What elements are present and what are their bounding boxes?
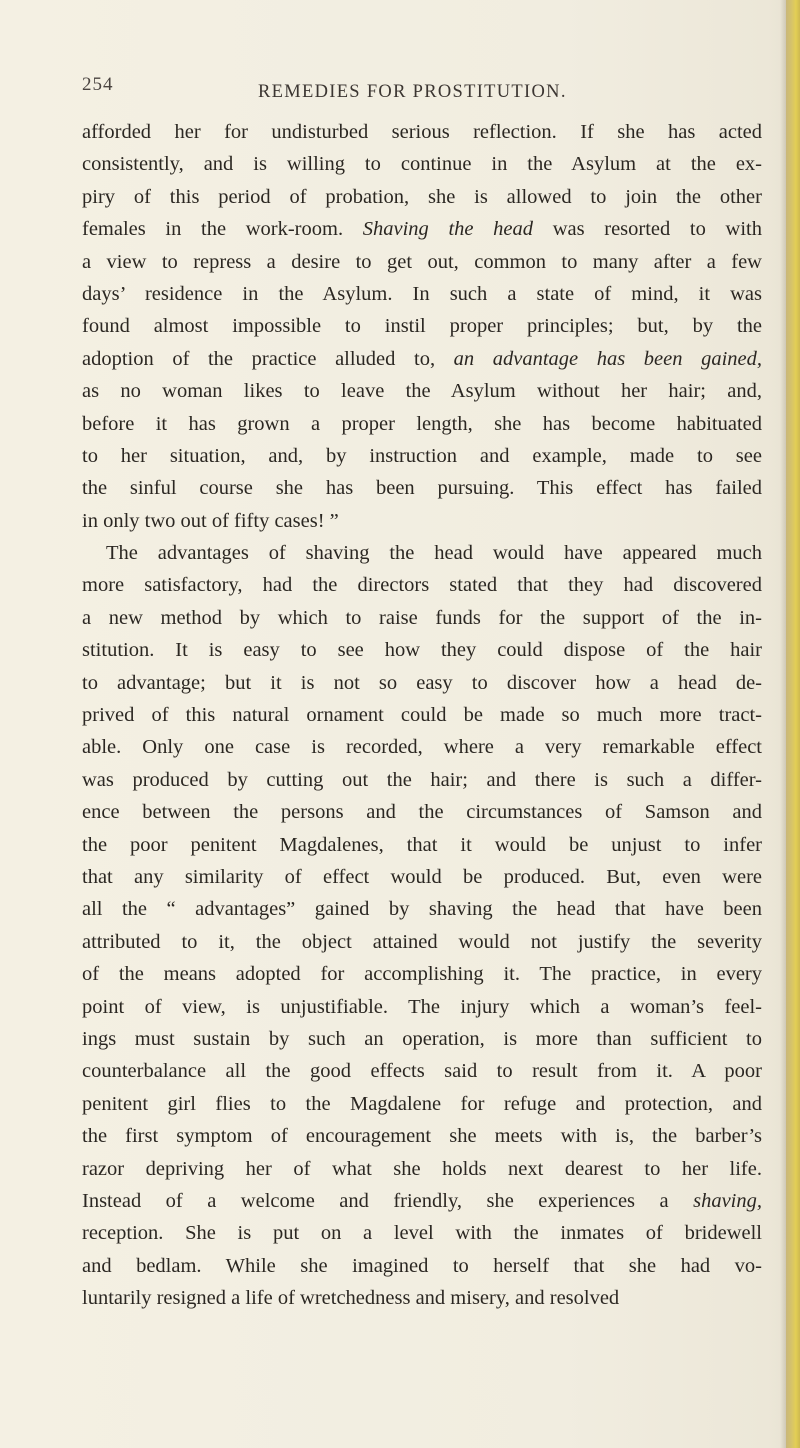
text-line <box>82 213 762 245</box>
text-run: counterbalance all the good effects said to result from it. A poor <box>82 1060 762 1083</box>
text-run: luntarily resigned a life of wretchedness and misery, and resolved <box>82 1287 620 1310</box>
text-line <box>82 148 762 180</box>
text-line <box>82 1282 762 1314</box>
text-line <box>82 472 762 504</box>
text-run: was produced by cutting out the hair; and there is such a differ- <box>82 768 762 791</box>
text-run: consistently, and is willing to continue in the Asylum at the ex- <box>82 153 762 176</box>
text-line <box>82 1153 762 1185</box>
text-run: found almost impossible to instil proper principles; but, by the <box>82 315 762 338</box>
text-line <box>82 440 762 472</box>
text-run: The advantages of shaving the head would have appeared much <box>106 542 762 565</box>
text-run: point of view, is unjustifiable. The injury which a woman’s feel- <box>82 995 762 1018</box>
body-text <box>82 116 762 1314</box>
text-line <box>82 991 762 1023</box>
text-line <box>82 764 762 796</box>
text-line <box>82 246 762 278</box>
text-line <box>82 667 762 699</box>
text-line <box>82 1023 762 1055</box>
text-run: the first symptom of encouragement she meets with is, the barber’s <box>82 1125 762 1148</box>
text-line <box>82 278 762 310</box>
text-line <box>82 1088 762 1120</box>
text-run: afforded her for undisturbed serious reflection. If she has acted <box>82 121 762 143</box>
text-run: days’ residence in the Asylum. In such a state of mind, it was <box>82 282 762 305</box>
text-run: Instead of a welcome and friendly, she experiences a <box>82 1189 694 1212</box>
text-line <box>82 1250 762 1282</box>
text-run: as no woman likes to leave the Asylum without her hair; and, <box>82 380 762 403</box>
text-line <box>82 537 762 569</box>
text-run: able. Only one case is recorded, where a very remarkable effect <box>82 736 762 759</box>
text-run: a view to repress a desire to get out, common to many after a few <box>82 250 762 273</box>
text-line <box>82 569 762 601</box>
page-edge-gilt <box>786 0 800 1448</box>
text-run: females in the work-room. <box>82 218 363 241</box>
text-line <box>82 1217 762 1249</box>
text-run: to advantage; but it is not so easy to discover how a head de- <box>82 671 762 694</box>
text-run: prived of this natural ornament could be made so much more tract- <box>82 704 762 727</box>
text-line <box>82 116 762 148</box>
text-line <box>82 634 762 666</box>
italic-text: Shaving the head <box>362 218 534 241</box>
text-run: before it has grown a proper length, she has become habituated <box>82 412 762 435</box>
text-run: to her situation, and, by instruction and example, made to see <box>82 444 762 467</box>
text-run: a new method by which to raise funds for the support of the in- <box>82 606 762 629</box>
italic-text: an advantage has been gained, <box>453 347 762 370</box>
text-line <box>82 602 762 634</box>
text-run: was resorted to with <box>533 218 762 241</box>
text-line <box>82 408 762 440</box>
text-line <box>82 1055 762 1087</box>
text-run: and bedlam. While she imagined to herself that she had vo- <box>82 1254 762 1277</box>
text-run: the sinful course she has been pursuing. This effect has failed <box>82 477 762 500</box>
text-run: attributed to it, the object attained would not justify the severity <box>82 930 762 953</box>
text-run: penitent girl flies to the Magdalene for refuge and protection, and <box>82 1092 762 1115</box>
text-line <box>82 1185 762 1217</box>
text-run: piry of this period of probation, she is allowed to join the other <box>82 185 762 208</box>
text-line <box>82 181 762 213</box>
text-run: in only two out of fifty cases! ” <box>82 509 339 532</box>
text-run: stitution. It is easy to see how they could dispose of the hair <box>82 639 762 662</box>
text-line <box>82 796 762 828</box>
text-line <box>82 926 762 958</box>
text-line <box>82 893 762 925</box>
text-line <box>82 829 762 861</box>
text-run: of the means adopted for accomplishing it. The practice, in every <box>82 963 762 986</box>
text-line <box>82 861 762 893</box>
text-run: adoption of the practice alluded to, <box>82 347 454 370</box>
text-line <box>82 731 762 763</box>
page-number: 254 <box>82 74 114 95</box>
text-line <box>82 699 762 731</box>
text-run: reception. She is put on a level with the inmates of bridewell <box>82 1222 762 1245</box>
text-run: ence between the persons and the circumstances of Samson and <box>82 801 762 824</box>
text-line <box>82 343 762 375</box>
text-run: all the “ advantages” gained by shaving the head that have been <box>82 898 762 921</box>
italic-text: shaving, <box>693 1189 762 1212</box>
text-line <box>82 958 762 990</box>
text-line <box>82 1120 762 1152</box>
text-run: the poor penitent Magdalenes, that it would be unjust to infer <box>82 833 762 856</box>
text-line <box>82 505 762 537</box>
running-head: REMEDIES FOR PROSTITUTION. <box>258 82 567 102</box>
text-line <box>82 375 762 407</box>
text-line <box>82 310 762 342</box>
text-run: that any similarity of effect would be produced. But, even were <box>82 865 762 888</box>
text-run: razor depriving her of what she holds next dearest to her life. <box>82 1157 762 1180</box>
text-run: more satisfactory, had the directors stated that they had discovered <box>82 574 762 597</box>
text-run: ings must sustain by such an operation, is more than sufficient to <box>82 1027 762 1050</box>
